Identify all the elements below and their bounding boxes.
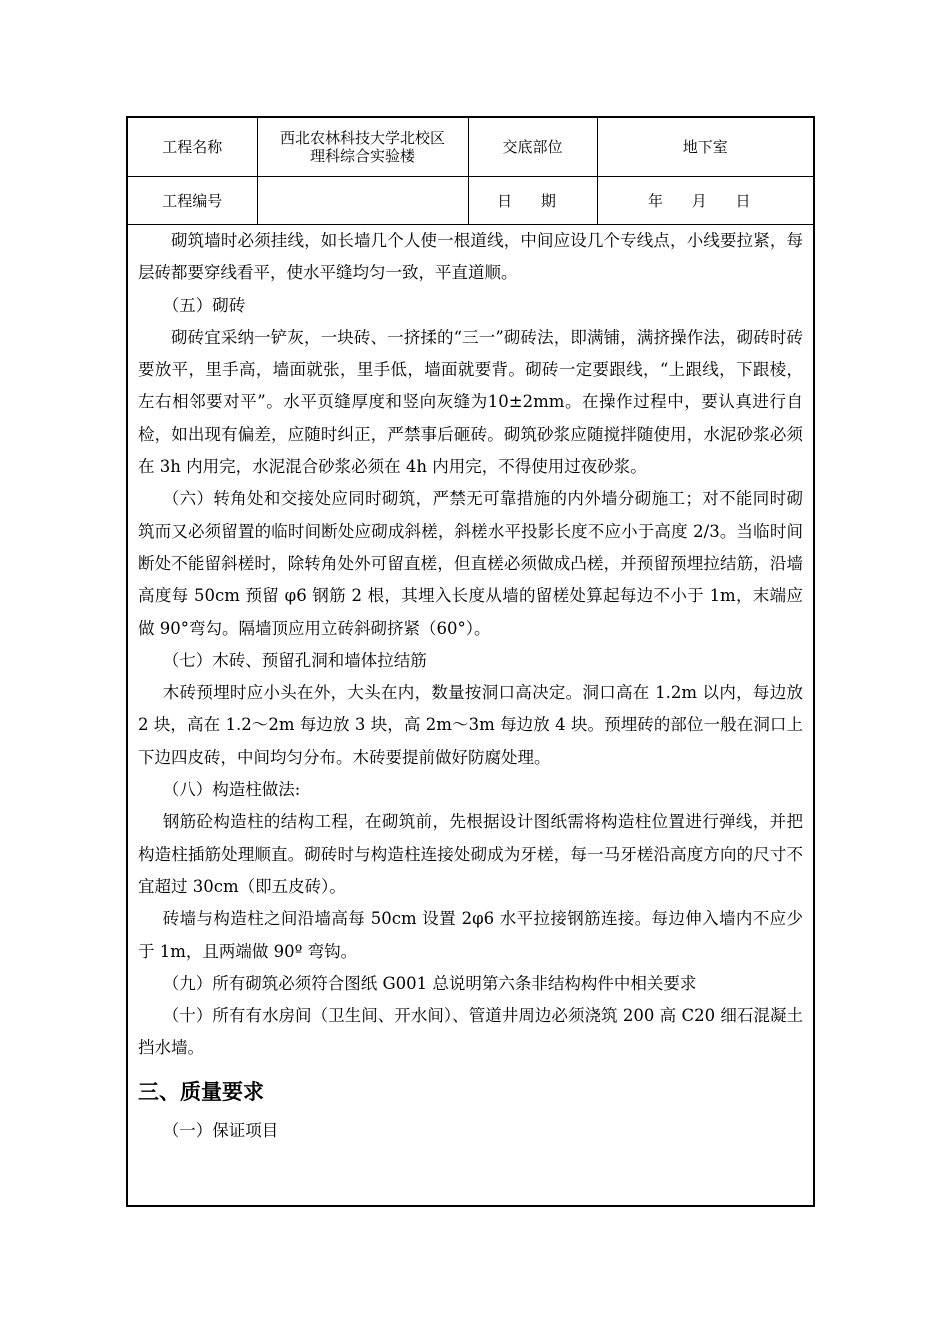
header-row-1 [128,118,813,177]
heading-7: （七）木砖、预留孔洞和墙体拉结筋 [162,650,427,670]
date-label: 日 期 [468,177,597,225]
handover-part-value: 地下室 [597,118,813,177]
paragraph-7: 木砖预埋时应小头在外，大头在内，数量按洞口高决定。洞口高在 1.2m 以内，每边放 2 块，高在 1.2～2m 每边放 3 块，高 2m～3m 每边放 4 块。预埋砖的部位一般在洞口上下边四皮砖，中间均匀分布。木砖要提前做好防腐处理。 [138,683,803,767]
subsection-1-heading: （一）保证项目 [162,1120,279,1140]
paragraph-8a: 钢筋砼构造柱的结构工程，在砌筑前，先根据设计图纸需将构造柱位置进行弹线，并把构造柱插筋处理顺直。砌砖时与构造柱连接处砌成为牙槎，每一马牙槎沿高度方向的尺寸不宜超过 30cm（即五皮砖）。 [138,812,803,896]
paragraph-10: （十）所有有水房间（卫生间、开水间）、管道井周边必须浇筑 200 高 C20 细石混凝土挡水墙。 [138,1006,803,1058]
heading-8: （八）构造柱做法: [162,780,301,800]
date-value: 年 月 日 [597,177,813,225]
handover-part-label: 交底部位 [468,118,597,177]
paragraph-6: （六）转角处和交接处应同时砌筑，严禁无可靠措施的内外墙分砌施工；对不能同时砌筑而又必须留置的临时间断处应砌成斜槎，斜槎水平投影长度不应小于高度 2/3。当临时间断处不能留斜槎时，除转角处外可留直槎，但直槎必须做成凸槎，并预留预埋拉结筋，沿墙高度每 50cm 预留 φ6 钢筋 2 根，其埋入长度从墙的留槎处算起每边不小于 1m，末端应做 90°弯勾。隔墙顶应用立砖斜砌挤紧（60°）。 [138,489,803,638]
paragraph-5: 砌砖宜采纳一铲灰，一块砖、一挤揉的“三一”砌砖法，即满铺，满挤操作法，砌砖时砖要放平，里手高，墙面就张，里手低，墙面就要背。砌砖一定要跟线，“上跟线，下跟棱，左右相邻要对平”。水平页缝厚度和竖向灰缝为10±2mm。在操作过程中，要认真进行自检，如出现有偏差，应随时纠正，严禁事后砸砖。砌筑砂浆应随搅拌随使用，水泥砂浆必须在 3h 内用完，水泥混合砂浆必须在 4h 内用完，不得使用过夜砂浆。 [138,327,803,477]
heading-5: （五）砌砖 [162,295,246,315]
paragraph-8b: 砖墙与构造柱之间沿墙高每 50cm 设置 2φ6 水平拉接钢筋连接。每边伸入墙内不应少于 1m，且两端做 90º 弯钩。 [138,909,803,961]
project-name-label: 工程名称 [128,118,257,177]
header-row-2 [128,177,813,225]
document-body [128,225,813,1147]
project-name-value [257,118,468,177]
project-name-line1: 西北农林科技大学北校区 [279,129,445,147]
section-3-heading: 三、质量要求 [138,1078,264,1104]
project-number-label: 工程编号 [128,177,257,225]
document-frame [126,116,815,1207]
header-table [128,118,813,225]
paragraph-bricklaying-line: 砌筑墙时必须挂线，如长墙几个人使一根道线，中间应设几个专线点，小线要拉紧，每层砖都要穿线看平，使水平缝均匀一致，平直道顺。 [138,231,803,283]
project-name-line2: 理科综合实验楼 [309,147,415,165]
paragraph-9: （九）所有砌筑必须符合图纸 G001 总说明第六条非结构构件中相关要求 [162,973,697,993]
project-number-value [257,177,468,225]
